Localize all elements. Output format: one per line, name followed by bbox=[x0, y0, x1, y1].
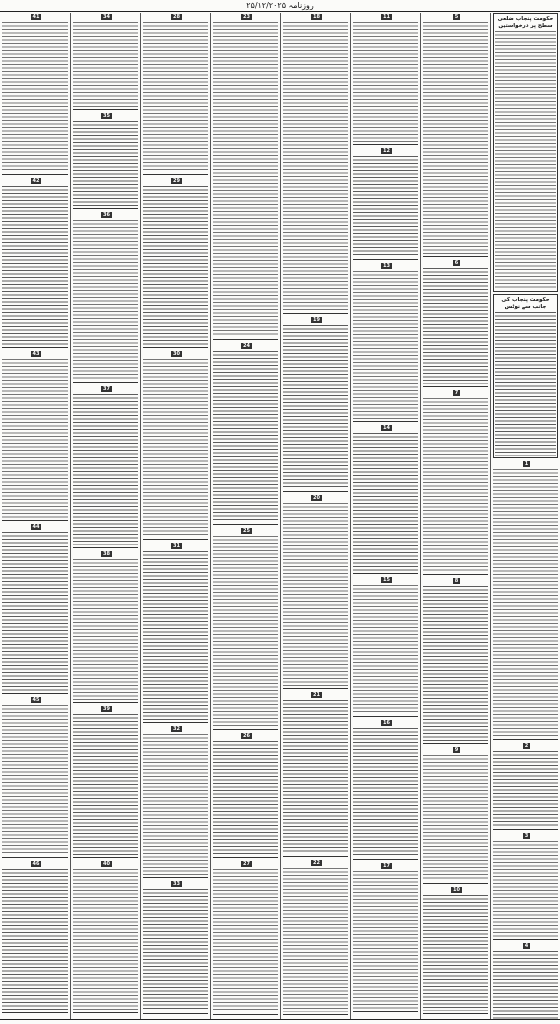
notice-number-badge: 34 bbox=[103, 14, 110, 20]
notice-headline bbox=[2, 351, 68, 358]
notice-body-text bbox=[73, 22, 138, 107]
notice-headline bbox=[73, 113, 138, 120]
notice-headline bbox=[143, 881, 208, 888]
notice-body-text bbox=[143, 359, 208, 537]
notice-headline bbox=[495, 297, 556, 311]
notice-headline bbox=[143, 543, 208, 550]
notice-block bbox=[2, 696, 68, 858]
notice-block bbox=[423, 389, 488, 575]
notice-number-badge: 31 bbox=[173, 543, 180, 549]
notice-headline bbox=[493, 833, 558, 840]
notice-headline bbox=[353, 863, 418, 870]
notice-number-badge: 19 bbox=[313, 317, 320, 323]
notice-block bbox=[143, 725, 208, 878]
notice-number-badge: 8 bbox=[454, 578, 459, 584]
notice-body-text bbox=[353, 871, 418, 1009]
notice-number-badge: 21 bbox=[313, 692, 320, 698]
notice-headline bbox=[423, 260, 488, 267]
notice-headline bbox=[423, 14, 488, 21]
notice-block bbox=[283, 691, 348, 857]
notice-headline bbox=[143, 726, 208, 733]
notice-block bbox=[423, 13, 488, 257]
notice-block bbox=[423, 886, 488, 1014]
notice-headline bbox=[2, 697, 68, 704]
notice-number-badge: 38 bbox=[103, 551, 110, 557]
notice-headline bbox=[283, 860, 348, 867]
notice-body-text bbox=[213, 741, 278, 855]
notice-number-badge: 42 bbox=[32, 178, 40, 184]
notice-block bbox=[143, 542, 208, 723]
notice-headline bbox=[283, 692, 348, 699]
notice-headline bbox=[73, 386, 138, 393]
notice-headline bbox=[283, 317, 348, 324]
notice-number-badge: 37 bbox=[103, 386, 110, 392]
notice-body-text bbox=[353, 22, 418, 142]
notice-body-text bbox=[143, 734, 208, 875]
notice-block bbox=[283, 494, 348, 689]
notice-block bbox=[73, 13, 138, 110]
notice-body-text bbox=[2, 359, 68, 518]
notice-headline bbox=[353, 263, 418, 270]
notice-number-badge: 44 bbox=[32, 524, 40, 530]
notice-number-badge: 15 bbox=[383, 577, 390, 583]
notice-body-text bbox=[423, 22, 488, 254]
notice-body-text bbox=[283, 700, 348, 854]
column-2 bbox=[420, 13, 490, 1019]
notice-number-badge: 35 bbox=[103, 113, 110, 119]
notice-headline bbox=[423, 747, 488, 754]
notice-body-text bbox=[143, 22, 208, 172]
notice-number-badge: 29 bbox=[173, 178, 180, 184]
notice-number-badge: 9 bbox=[454, 747, 459, 753]
notice-body-text bbox=[213, 536, 278, 727]
notice-block bbox=[73, 112, 138, 209]
notice-block bbox=[493, 13, 558, 292]
notice-body-text bbox=[423, 398, 488, 572]
notice-headline bbox=[2, 861, 68, 868]
column-7 bbox=[70, 13, 140, 1019]
notice-body-text bbox=[143, 889, 208, 1011]
notice-body-text bbox=[73, 714, 138, 855]
notice-headline bbox=[283, 495, 348, 502]
notice-number-badge: 40 bbox=[103, 861, 110, 867]
notice-number-badge: 26 bbox=[243, 733, 250, 739]
notice-headline bbox=[143, 14, 208, 21]
page-footer bbox=[0, 1019, 560, 1024]
notice-block bbox=[73, 550, 138, 703]
notice-number-badge: 39 bbox=[103, 706, 110, 712]
notice-number-badge: 5 bbox=[454, 14, 459, 20]
notice-body-text bbox=[353, 585, 418, 714]
notice-body-text bbox=[213, 351, 278, 522]
notice-headline bbox=[2, 524, 68, 531]
column-3 bbox=[350, 13, 420, 1019]
notice-block bbox=[493, 832, 558, 940]
notice-body-text bbox=[283, 503, 348, 686]
notice-block bbox=[423, 577, 488, 744]
notice-block bbox=[213, 342, 278, 525]
notice-block bbox=[143, 13, 208, 175]
notice-block bbox=[423, 746, 488, 884]
notice-body-text bbox=[353, 728, 418, 857]
notice-block bbox=[493, 460, 558, 740]
notice-block bbox=[143, 177, 208, 348]
notice-number-badge: 23 bbox=[243, 14, 250, 20]
column-1 bbox=[490, 13, 560, 1019]
notice-body-text bbox=[423, 895, 488, 1011]
notice-headline bbox=[143, 178, 208, 185]
notice-body-text bbox=[73, 559, 138, 700]
notice-body-text bbox=[2, 186, 68, 345]
notice-headline bbox=[73, 14, 138, 21]
notice-number-badge: 4 bbox=[524, 943, 529, 949]
notice-headline bbox=[423, 390, 488, 397]
notice-number-badge: 14 bbox=[383, 425, 390, 431]
notice-number-badge: 18 bbox=[313, 14, 320, 20]
notice-body-text bbox=[283, 325, 348, 489]
notice-body-text bbox=[423, 586, 488, 741]
notice-block bbox=[143, 350, 208, 540]
notice-headline-text: حکومت پنجاب ضلعی سطح پر درخواستیں bbox=[497, 16, 554, 29]
notice-block bbox=[2, 13, 68, 175]
notice-body-text bbox=[353, 271, 418, 419]
notice-body-text bbox=[495, 31, 556, 290]
notice-block bbox=[143, 880, 208, 1014]
notice-headline bbox=[73, 706, 138, 713]
notice-block bbox=[213, 13, 278, 340]
notice-block bbox=[493, 742, 558, 830]
notice-headline bbox=[213, 14, 278, 21]
notice-block bbox=[213, 527, 278, 730]
notice-headline bbox=[213, 861, 278, 868]
notice-number-badge: 46 bbox=[32, 861, 40, 867]
dateline: روزنامہ ۲۵/۱۲/۲۰۲۵ bbox=[246, 1, 314, 10]
notice-body-text bbox=[493, 841, 558, 937]
notice-number-badge: 7 bbox=[454, 390, 459, 396]
notice-body-text bbox=[283, 22, 348, 311]
notice-block bbox=[213, 732, 278, 858]
notice-block bbox=[213, 860, 278, 1015]
column-6 bbox=[140, 13, 210, 1019]
notice-number-badge: 16 bbox=[383, 720, 390, 726]
notice-number-badge: 43 bbox=[32, 351, 40, 357]
column-4 bbox=[280, 13, 350, 1019]
notice-body-text bbox=[213, 869, 278, 1012]
column-5 bbox=[210, 13, 280, 1019]
notice-headline bbox=[493, 743, 558, 750]
notice-block bbox=[353, 719, 418, 860]
notice-number-badge: 30 bbox=[173, 351, 180, 357]
notice-headline bbox=[423, 578, 488, 585]
notice-number-badge: 2 bbox=[524, 743, 529, 749]
notice-body-text bbox=[73, 220, 138, 380]
notice-block bbox=[2, 177, 68, 348]
notice-headline-text: حکومت پنجاب کی جانب سے نوٹس bbox=[501, 297, 550, 310]
notice-body-text bbox=[73, 394, 138, 545]
notice-body-text bbox=[2, 22, 68, 172]
notice-number-badge: 13 bbox=[383, 263, 390, 269]
notice-headline bbox=[73, 212, 138, 219]
notice-body-text bbox=[423, 755, 488, 881]
notice-block bbox=[493, 294, 558, 458]
notice-body-text bbox=[353, 156, 418, 257]
notice-block bbox=[353, 147, 418, 260]
notice-body-text bbox=[493, 469, 558, 737]
notice-headline bbox=[213, 528, 278, 535]
notice-block bbox=[2, 523, 68, 694]
notice-body-text bbox=[493, 751, 558, 827]
notice-number-badge: 27 bbox=[243, 861, 250, 867]
notice-number-badge: 33 bbox=[173, 881, 180, 887]
notice-body-text bbox=[495, 312, 556, 456]
notice-block bbox=[73, 211, 138, 383]
notice-headline bbox=[2, 178, 68, 185]
notice-number-badge: 41 bbox=[32, 14, 40, 20]
notice-body-text bbox=[2, 705, 68, 855]
notice-body-text bbox=[493, 951, 558, 1019]
notice-body-text bbox=[2, 532, 68, 691]
page-header bbox=[0, 0, 560, 12]
notice-body-text bbox=[2, 869, 68, 1010]
classified-page bbox=[0, 13, 560, 1019]
notice-block bbox=[73, 385, 138, 548]
notice-number-badge: 20 bbox=[313, 495, 320, 501]
notice-block bbox=[353, 862, 418, 1012]
notice-headline bbox=[353, 425, 418, 432]
notice-block bbox=[353, 262, 418, 422]
notice-block bbox=[353, 13, 418, 145]
notice-number-badge: 6 bbox=[454, 260, 459, 266]
notice-number-badge: 25 bbox=[243, 528, 250, 534]
notice-block bbox=[423, 259, 488, 387]
notice-block bbox=[73, 860, 138, 1013]
notice-headline bbox=[493, 461, 558, 468]
notice-number-badge: 28 bbox=[173, 14, 180, 20]
notice-body-text bbox=[283, 868, 348, 1012]
column-8 bbox=[0, 13, 70, 1019]
notice-headline bbox=[423, 887, 488, 894]
notice-body-text bbox=[213, 22, 278, 337]
notice-headline bbox=[143, 351, 208, 358]
notice-number-badge: 12 bbox=[383, 148, 390, 154]
notice-body-text bbox=[143, 551, 208, 720]
notice-headline bbox=[213, 343, 278, 350]
notice-body-text bbox=[73, 121, 138, 206]
notice-block bbox=[493, 942, 558, 1019]
notice-headline bbox=[353, 577, 418, 584]
notice-headline bbox=[283, 14, 348, 21]
notice-number-badge: 11 bbox=[383, 14, 390, 20]
notice-block bbox=[2, 350, 68, 521]
notice-headline bbox=[213, 733, 278, 740]
notice-block bbox=[283, 316, 348, 492]
notice-headline bbox=[73, 861, 138, 868]
notice-body-text bbox=[73, 869, 138, 1010]
notice-number-badge: 22 bbox=[313, 860, 320, 866]
notice-block bbox=[2, 860, 68, 1013]
notice-number-badge: 17 bbox=[383, 863, 390, 869]
notice-block bbox=[353, 576, 418, 717]
notice-number-badge: 10 bbox=[453, 887, 460, 893]
notice-block bbox=[283, 13, 348, 314]
notice-headline bbox=[353, 14, 418, 21]
notice-number-badge: 45 bbox=[32, 697, 40, 703]
notice-body-text bbox=[423, 268, 488, 384]
notice-headline bbox=[2, 14, 68, 21]
notice-headline bbox=[495, 16, 556, 30]
notice-number-badge: 1 bbox=[524, 461, 529, 467]
notice-headline bbox=[353, 720, 418, 727]
notice-headline bbox=[73, 551, 138, 558]
notice-number-badge: 36 bbox=[103, 212, 110, 218]
notice-block bbox=[73, 705, 138, 858]
notice-headline bbox=[493, 943, 558, 950]
notice-number-badge: 32 bbox=[173, 726, 180, 732]
notice-number-badge: 3 bbox=[524, 833, 529, 839]
notice-body-text bbox=[353, 433, 418, 571]
notice-headline bbox=[353, 148, 418, 155]
notice-block bbox=[353, 424, 418, 574]
notice-block bbox=[283, 859, 348, 1015]
notice-number-badge: 24 bbox=[243, 343, 250, 349]
notice-body-text bbox=[143, 186, 208, 345]
